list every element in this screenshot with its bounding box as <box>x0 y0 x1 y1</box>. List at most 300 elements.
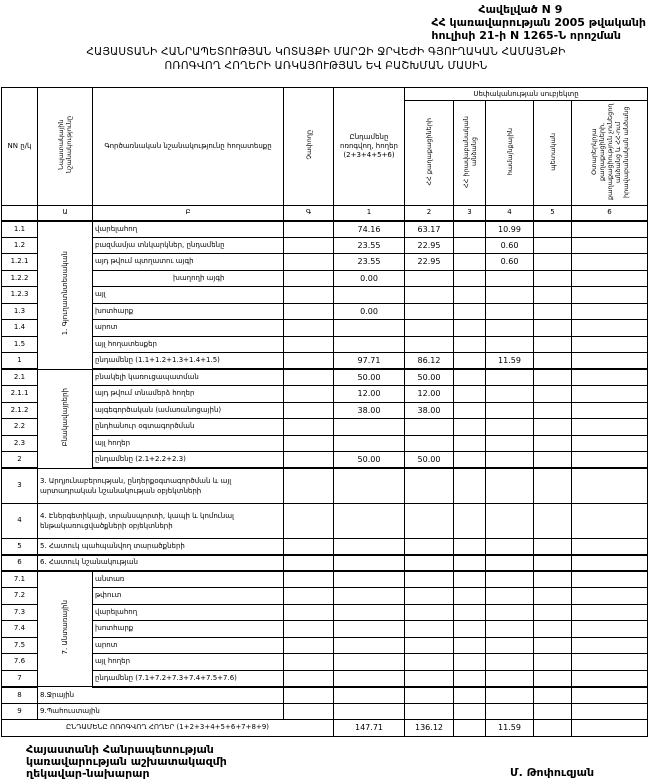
cell-c3 <box>454 452 486 469</box>
appendix-reference <box>431 3 646 42</box>
cell-unit <box>284 503 334 538</box>
cell-c6 <box>572 320 648 337</box>
cell-c6 <box>572 369 648 386</box>
cell-desc: ընդամենը (1.1+1.2+1.3+1.4+1.5) <box>93 353 284 370</box>
cell-c4 <box>486 287 534 304</box>
cell-c5 <box>534 538 572 555</box>
cell-c2 <box>405 687 454 704</box>
header-owner: Սեփականության սուբյեկտը <box>405 88 648 101</box>
cell-total: 23.55 <box>334 237 405 254</box>
cell-c3 <box>454 555 486 572</box>
cell-desc: արոտ <box>93 320 284 337</box>
cell-c2 <box>405 604 454 621</box>
cell-desc: այլ հողեր <box>93 654 284 671</box>
cell-desc: ընդամենը (2.1+2.2+2.3) <box>93 452 284 469</box>
cell-total: 0.00 <box>334 303 405 320</box>
cell-nn: 2.1.1 <box>2 386 38 403</box>
cell-c4 <box>486 452 534 469</box>
cell-total <box>334 419 405 436</box>
cell-c6 <box>572 604 648 621</box>
cell-c5 <box>534 637 572 654</box>
cell-nn: 7.1 <box>2 571 38 588</box>
table-row <box>2 353 648 370</box>
cell-nn: 3 <box>2 468 38 503</box>
cell-unit <box>284 402 334 419</box>
cell-c6 <box>572 703 648 720</box>
cell-unit <box>284 336 334 353</box>
cell-nn: 5 <box>2 538 38 555</box>
cell-desc: այլ հողատեսքեր <box>93 336 284 353</box>
cell-desc: վարելահող <box>93 604 284 621</box>
grand-total-c5 <box>534 720 572 737</box>
group-label-text: 7. Անտառային <box>61 600 69 655</box>
cell-c2: 22.95 <box>405 237 454 254</box>
cell-c6 <box>572 237 648 254</box>
cell-desc: այլ հողեր <box>93 435 284 452</box>
column-letter: Բ <box>93 206 284 221</box>
cell-c2: 50.00 <box>405 369 454 386</box>
cell-c5 <box>534 336 572 353</box>
cell-c5 <box>534 270 572 287</box>
cell-total <box>334 538 405 555</box>
cell-c5 <box>534 468 572 503</box>
table-row <box>2 621 648 638</box>
cell-c3 <box>454 637 486 654</box>
column-letter: 3 <box>454 206 486 221</box>
cell-total <box>334 435 405 452</box>
cell-c4 <box>486 435 534 452</box>
column-letter: 5 <box>534 206 572 221</box>
table-row <box>2 637 648 654</box>
cell-c2 <box>405 287 454 304</box>
cell-c5 <box>534 503 572 538</box>
cell-c2: 12.00 <box>405 386 454 403</box>
cell-c3 <box>454 419 486 436</box>
cell-c6 <box>572 303 648 320</box>
table-row <box>2 221 648 238</box>
cell-c6 <box>572 419 648 436</box>
cell-nn: 2.2 <box>2 419 38 436</box>
cell-c6 <box>572 555 648 572</box>
cell-c4 <box>486 637 534 654</box>
cell-c3 <box>454 270 486 287</box>
cell-c3 <box>454 654 486 671</box>
header-function: Գործառնական նշանակությունը հողատեսքը <box>93 88 284 206</box>
table-row <box>2 336 648 353</box>
cell-desc: այլ <box>93 287 284 304</box>
cell-c6 <box>572 452 648 469</box>
cell-total <box>334 468 405 503</box>
cell-nn: 2.1 <box>2 369 38 386</box>
grand-total-c6 <box>572 720 648 737</box>
cell-c4: 0.60 <box>486 237 534 254</box>
cell-c3 <box>454 621 486 638</box>
cell-c2 <box>405 555 454 572</box>
cell-unit <box>284 637 334 654</box>
grand-total-c2: 136.12 <box>405 720 454 737</box>
table-row <box>2 687 648 704</box>
cell-nn: 7.3 <box>2 604 38 621</box>
table-row <box>2 419 648 436</box>
header-state: պետական <box>534 101 572 206</box>
cell-unit <box>284 320 334 337</box>
header-purpose: Նպատակային նշանակությունը <box>38 88 93 206</box>
cell-c3 <box>454 468 486 503</box>
cell-c4 <box>486 604 534 621</box>
title-line: ՀԱՅԱՍՏԱՆԻ ՀԱՆՐԱՊԵՏՈՒԹՅԱՆ ԿՈՏԱՅՔԻ ՄԱՐԶԻ ՋՐՎԵԺԻ ԳՅՈՒՂԱԿԱՆ ՀԱՄԱՅՆՔԻ <box>86 46 566 58</box>
cell-unit <box>284 654 334 671</box>
cell-c2: 50.00 <box>405 452 454 469</box>
document-body <box>1 87 651 784</box>
cell-c5 <box>534 419 572 436</box>
cell-c3 <box>454 254 486 271</box>
cell-unit <box>284 270 334 287</box>
cell-c5 <box>534 588 572 605</box>
cell-c3 <box>454 237 486 254</box>
cell-c2 <box>405 503 454 538</box>
cell-c3 <box>454 336 486 353</box>
cell-c3 <box>454 320 486 337</box>
group-label <box>38 369 93 468</box>
group-label-text: 1. Գյուղատնտեսական <box>61 251 69 336</box>
cell-c5 <box>534 670 572 687</box>
cell-c4 <box>486 555 534 572</box>
cell-desc: թփուտ <box>93 588 284 605</box>
cell-c6 <box>572 654 648 671</box>
cell-unit <box>284 353 334 370</box>
cell-unit <box>284 303 334 320</box>
cell-total <box>334 703 405 720</box>
cell-desc: անտառ <box>93 571 284 588</box>
header-unit: Չափողը <box>284 88 334 206</box>
cell-c4 <box>486 588 534 605</box>
table-row <box>2 555 648 572</box>
cell-c3 <box>454 571 486 588</box>
cell-c5 <box>534 402 572 419</box>
cell-unit <box>284 555 334 572</box>
cell-unit <box>284 452 334 469</box>
cell-c4 <box>486 621 534 638</box>
header-citizens: ՀՀ քաղաքացիների <box>405 101 454 206</box>
cell-total: 0.00 <box>334 270 405 287</box>
cell-nn: 7.5 <box>2 637 38 654</box>
document-title <box>0 45 652 73</box>
table-row <box>2 654 648 671</box>
cell-c6 <box>572 336 648 353</box>
cell-c6 <box>572 621 648 638</box>
cell-c6 <box>572 287 648 304</box>
cell-nn: 1.1 <box>2 221 38 238</box>
cell-c2: 38.00 <box>405 402 454 419</box>
cell-desc: 9.Պահուստային <box>38 703 284 720</box>
cell-c4 <box>486 571 534 588</box>
cell-nn: 1.2.2 <box>2 270 38 287</box>
table-row <box>2 452 648 469</box>
appendix-line: հուլիսի 21-ի N 1265-Ն որոշման <box>431 29 621 42</box>
header-nn: NN ը/կ <box>2 88 38 206</box>
cell-desc: 6. Հատուկ նշանակության <box>38 555 284 572</box>
cell-c5 <box>534 237 572 254</box>
cell-desc: 5. Հատուկ պահպանվող տարածքների <box>38 538 284 555</box>
table-row <box>2 303 648 320</box>
cell-total: 50.00 <box>334 369 405 386</box>
signatory-line: կառավարության աշխատակազմի <box>26 754 227 768</box>
cell-total <box>334 654 405 671</box>
cell-unit <box>284 604 334 621</box>
cell-c6 <box>572 637 648 654</box>
table-row <box>2 435 648 452</box>
cell-total <box>334 287 405 304</box>
cell-unit <box>284 621 334 638</box>
cell-total: 12.00 <box>334 386 405 403</box>
cell-desc: 4. Էներգետիկայի, տրանսպորտի, կապի և կոմունալ ենթակառուցվածքների օբյեկտների <box>38 503 284 538</box>
header-legal-entities: ՀՀ իրավաբանական անձանց <box>454 101 486 206</box>
cell-total: 38.00 <box>334 402 405 419</box>
cell-c4 <box>486 386 534 403</box>
cell-c5 <box>534 386 572 403</box>
grand-total-c4: 11.59 <box>486 720 534 737</box>
cell-nn: 1.2.1 <box>2 254 38 271</box>
cell-c5 <box>534 703 572 720</box>
header-total: Ընդամենը ոռոգվող, հողեր (2+3+4+5+6) <box>334 88 405 206</box>
cell-unit <box>284 703 334 720</box>
cell-c4 <box>486 419 534 436</box>
cell-c3 <box>454 670 486 687</box>
cell-c6 <box>572 571 648 588</box>
cell-c3 <box>454 303 486 320</box>
cell-c6 <box>572 221 648 238</box>
grand-total-c3 <box>454 720 486 737</box>
cell-c5 <box>534 571 572 588</box>
cell-c4 <box>486 538 534 555</box>
cell-c6 <box>572 353 648 370</box>
column-letters-row <box>2 206 648 221</box>
cell-desc: բազմամյա տնկարկներ, ընդամենը <box>93 237 284 254</box>
cell-unit <box>284 538 334 555</box>
cell-desc: վարելահող <box>93 221 284 238</box>
cell-c5 <box>534 353 572 370</box>
cell-unit <box>284 221 334 238</box>
cell-c4: 10.99 <box>486 221 534 238</box>
cell-c5 <box>534 452 572 469</box>
column-letter: 1 <box>334 206 405 221</box>
cell-c4 <box>486 320 534 337</box>
cell-c6 <box>572 670 648 687</box>
cell-nn: 4 <box>2 503 38 538</box>
cell-nn: 1.3 <box>2 303 38 320</box>
cell-unit <box>284 369 334 386</box>
cell-c6 <box>572 386 648 403</box>
cell-c4 <box>486 468 534 503</box>
cell-nn: 9 <box>2 703 38 720</box>
cell-c3 <box>454 604 486 621</box>
cell-c5 <box>534 435 572 452</box>
cell-desc: արոտ <box>93 637 284 654</box>
cell-c6 <box>572 402 648 419</box>
table-row <box>2 270 648 287</box>
cell-c6 <box>572 503 648 538</box>
cell-c2 <box>405 419 454 436</box>
cell-unit <box>284 571 334 588</box>
group-label <box>38 571 93 687</box>
cell-c5 <box>534 221 572 238</box>
cell-desc: խաղողի այգի <box>93 270 284 287</box>
cell-nn: 2 <box>2 452 38 469</box>
cell-c5 <box>534 555 572 572</box>
table-row <box>2 287 648 304</box>
table-row <box>2 402 648 419</box>
signatory-title <box>26 744 227 780</box>
cell-c5 <box>534 654 572 671</box>
cell-unit <box>284 386 334 403</box>
grand-total-row <box>2 720 648 737</box>
cell-c2 <box>405 637 454 654</box>
cell-c4: 0.60 <box>486 254 534 271</box>
cell-nn: 2.3 <box>2 435 38 452</box>
cell-total <box>334 670 405 687</box>
column-letter: Գ <box>284 206 334 221</box>
cell-c2 <box>405 621 454 638</box>
column-letter: 4 <box>486 206 534 221</box>
cell-nn: 1 <box>2 353 38 370</box>
cell-nn: 1.5 <box>2 336 38 353</box>
table-row <box>2 703 648 720</box>
cell-unit <box>284 254 334 271</box>
cell-desc: այդ թվում տնամերձ հողեր <box>93 386 284 403</box>
table-row <box>2 588 648 605</box>
cell-c2 <box>405 654 454 671</box>
table-row <box>2 538 648 555</box>
cell-c5 <box>534 604 572 621</box>
cell-c2 <box>405 670 454 687</box>
cell-c4: 11.59 <box>486 353 534 370</box>
column-letter: 2 <box>405 206 454 221</box>
cell-c3 <box>454 538 486 555</box>
cell-total <box>334 637 405 654</box>
cell-nn: 8 <box>2 687 38 704</box>
cell-c4 <box>486 670 534 687</box>
cell-c6 <box>572 538 648 555</box>
cell-c2 <box>405 571 454 588</box>
table-row <box>2 468 648 503</box>
cell-total: 23.55 <box>334 254 405 271</box>
cell-total <box>334 604 405 621</box>
cell-desc: 3. Արդյունաբերության, ընդերքօգտագործման և այլ արտադրական նշանակության օբյեկտների <box>38 468 284 503</box>
cell-c3 <box>454 353 486 370</box>
header-foreign: Օտարերկրյա քաղաքացիների, քաղաքացիություն չունեցող անձանց և ՀՀ-ում իրավաբանական անձանց <box>572 101 648 206</box>
appendix-line: ՀՀ կառավարության 2005 թվականի <box>431 16 646 29</box>
table-row <box>2 237 648 254</box>
cell-c4 <box>486 336 534 353</box>
cell-c6 <box>572 435 648 452</box>
cell-c6 <box>572 270 648 287</box>
cell-total <box>334 621 405 638</box>
cell-c2: 22.95 <box>405 254 454 271</box>
cell-total <box>334 336 405 353</box>
footer <box>1 744 651 784</box>
cell-unit <box>284 468 334 503</box>
land-distribution-table <box>1 87 648 737</box>
cell-c4 <box>486 703 534 720</box>
cell-c5 <box>534 369 572 386</box>
cell-c4 <box>486 369 534 386</box>
cell-c2 <box>405 320 454 337</box>
column-letter: 6 <box>572 206 648 221</box>
signatory-name: Մ. Թոփուզյան <box>510 765 595 779</box>
table-row <box>2 254 648 271</box>
cell-c6 <box>572 254 648 271</box>
table-row <box>2 503 648 538</box>
cell-c2: 63.17 <box>405 221 454 238</box>
cell-c4 <box>486 687 534 704</box>
cell-nn: 7 <box>2 670 38 687</box>
cell-c5 <box>534 254 572 271</box>
cell-c2 <box>405 303 454 320</box>
cell-unit <box>284 435 334 452</box>
cell-c5 <box>534 287 572 304</box>
cell-c6 <box>572 687 648 704</box>
header-community: համայնքային <box>486 101 534 206</box>
cell-nn: 1.4 <box>2 320 38 337</box>
table-row <box>2 320 648 337</box>
cell-c2 <box>405 435 454 452</box>
cell-c3 <box>454 687 486 704</box>
cell-c3 <box>454 703 486 720</box>
table-row <box>2 670 648 687</box>
cell-total <box>334 687 405 704</box>
letter-blank <box>2 206 38 221</box>
cell-desc: ընդամենը (7.1+7.2+7.3+7.4+7.5+7.6) <box>93 670 284 687</box>
cell-total <box>334 588 405 605</box>
signatory-line: ղեկավար-նախարար <box>26 766 150 780</box>
appendix-number: Հավելված N 9 <box>478 3 563 16</box>
group-label <box>38 221 93 370</box>
cell-desc: բնակելի կառուցապատման <box>93 369 284 386</box>
cell-total <box>334 320 405 337</box>
table-row <box>2 571 648 588</box>
cell-c2 <box>405 538 454 555</box>
grand-total-total: 147.71 <box>334 720 405 737</box>
cell-c2 <box>405 270 454 287</box>
cell-nn: 6 <box>2 555 38 572</box>
cell-nn: 7.4 <box>2 621 38 638</box>
cell-c3 <box>454 588 486 605</box>
signatory-line: Հայաստանի Հանրապետության <box>26 742 214 756</box>
cell-c5 <box>534 303 572 320</box>
cell-c2 <box>405 588 454 605</box>
cell-c4 <box>486 503 534 538</box>
cell-unit <box>284 287 334 304</box>
cell-c4 <box>486 654 534 671</box>
cell-total <box>334 503 405 538</box>
cell-c5 <box>534 621 572 638</box>
table-row <box>2 604 648 621</box>
cell-c2 <box>405 703 454 720</box>
cell-c2: 86.12 <box>405 353 454 370</box>
cell-c3 <box>454 287 486 304</box>
cell-unit <box>284 687 334 704</box>
cell-nn: 2.1.2 <box>2 402 38 419</box>
cell-total <box>334 571 405 588</box>
cell-total: 50.00 <box>334 452 405 469</box>
cell-c3 <box>454 386 486 403</box>
cell-nn: 1.2.3 <box>2 287 38 304</box>
table-row <box>2 369 648 386</box>
cell-c3 <box>454 503 486 538</box>
cell-unit <box>284 419 334 436</box>
cell-desc: խոտհարք <box>93 303 284 320</box>
cell-c5 <box>534 320 572 337</box>
